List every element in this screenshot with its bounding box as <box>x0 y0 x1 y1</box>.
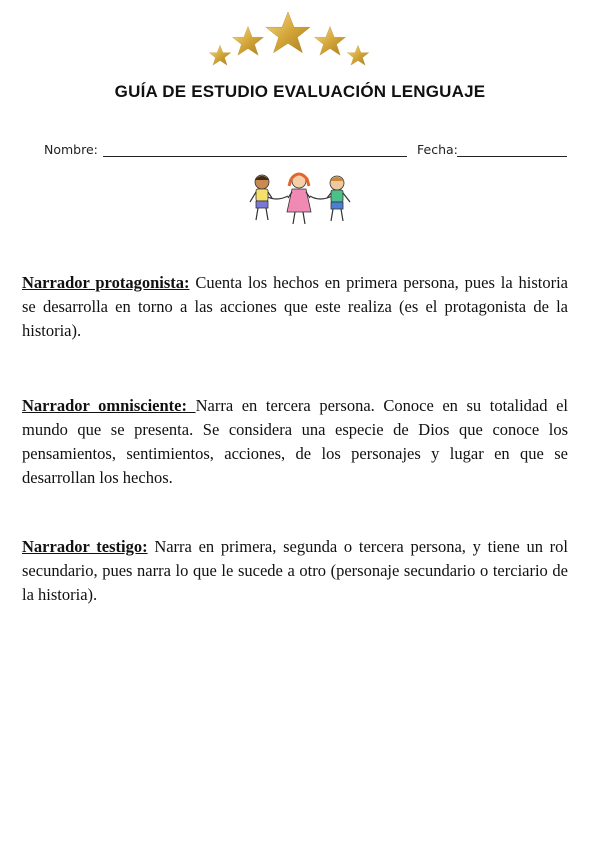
student-info-row <box>44 142 570 160</box>
page-title: GUÍA DE ESTUDIO EVALUACIÓN LENGUAJE <box>114 82 486 101</box>
definition-omniscient <box>22 394 568 490</box>
star-icon <box>266 12 310 53</box>
gold-stars-icon <box>200 12 400 72</box>
definition-text: Cuenta los hechos en primera persona, pues la historia se desarrolla en torno a las acciones que este realiza (es el protagonista de la historia). <box>22 272 568 340</box>
definition-protagonist <box>22 271 568 343</box>
date-field-line[interactable] <box>457 156 567 157</box>
star-icon <box>347 45 369 65</box>
star-icon <box>209 45 231 65</box>
definition-witness <box>22 535 568 607</box>
definition-text: Narra en primera, segunda o tercera persona, y tiene un rol secundario, pues narra lo que le sucede a otro (personaje secundario o terciario de la historia). <box>22 536 569 604</box>
date-label: Fecha: <box>417 142 458 157</box>
term-protagonist: Narrador protagonista: <box>22 272 190 292</box>
name-label: Nombre: <box>44 142 98 157</box>
definition-text: Narra en tercera persona. Conoce en su totalidad el mundo que se presenta. Se considera una especie de Dios que conoce los pensamientos, sentimientos, acciones, de los personajes y lugar en que se desarrollan los hechos. <box>22 395 568 487</box>
children-holding-hands-icon <box>244 170 358 228</box>
term-witness: Narrador testigo: <box>22 536 148 556</box>
name-field-line[interactable] <box>103 156 407 157</box>
star-icon <box>232 26 263 55</box>
star-icon <box>314 26 345 55</box>
term-omniscient: Narrador omnisciente: <box>22 395 196 415</box>
